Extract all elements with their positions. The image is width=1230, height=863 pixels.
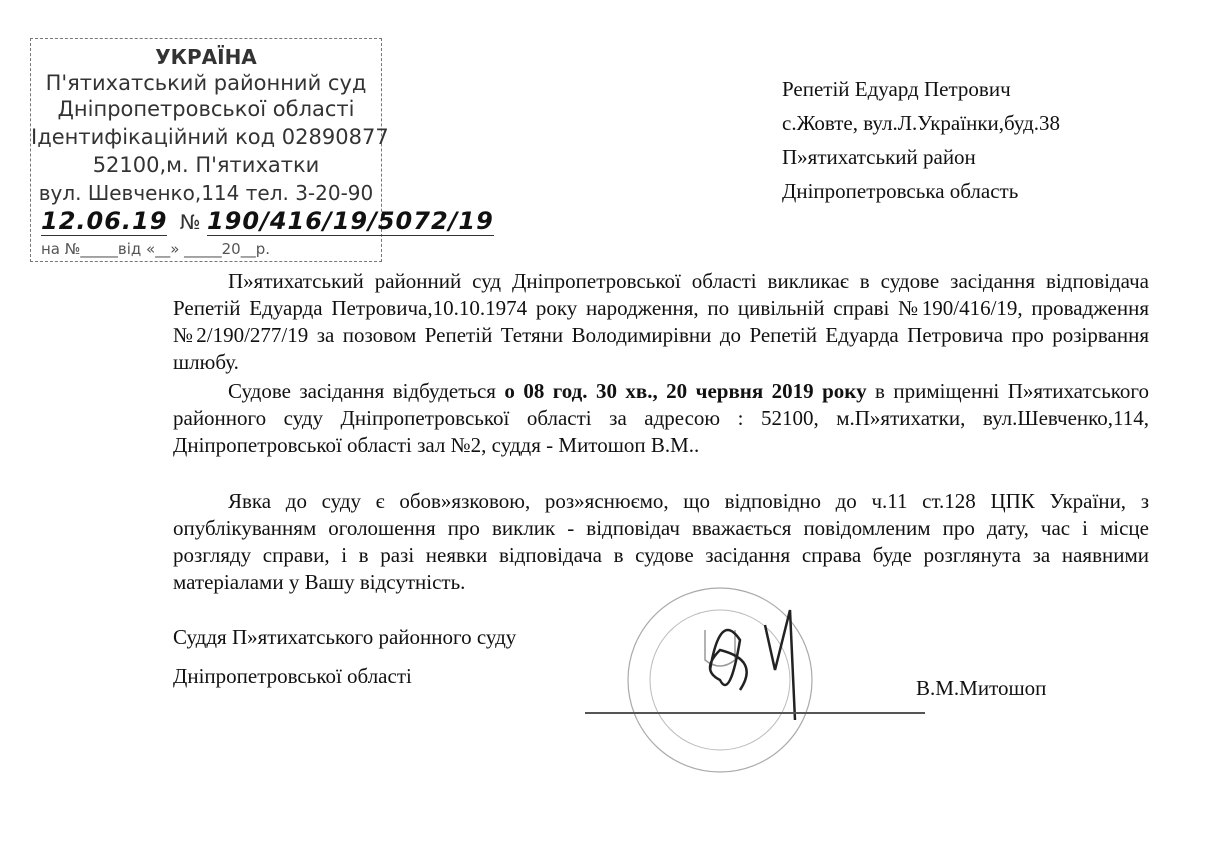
hearing-intro: Судове засідання відбудеться	[228, 379, 505, 403]
stamp-id-code: Ідентифікаційний код 02890877	[31, 125, 389, 149]
outgoing-date: 12.06.19	[41, 207, 168, 235]
body-paragraph-1: П»ятихатський районний суд Дніпропетровської області викликає в судове засідання відповідача Репетій Едуарда Петровича,10.10.1974 року народження, по цивільній справі №190/416/19, провадження №2/190/277/19 за позовом Репетій Тетяни Володимирівни до Репетій Едуарда Петровича про розірвання шлюбу.	[173, 269, 1149, 374]
addressee-street: с.Жовте, вул.Л.Українки,буд.38	[782, 111, 1061, 135]
addressee-name: Репетій Едуард Петрович	[782, 77, 1011, 101]
stamp-postal: 52100,м. П'ятихатки	[92, 153, 320, 177]
body-paragraph-2	[173, 378, 1149, 459]
stamp-reply-line: на №_____від «__» _____20__р.	[41, 240, 271, 258]
outgoing-number-label: №	[179, 210, 201, 234]
judge-name: В.М.Митошоп	[916, 676, 1047, 700]
judge-title-line-2: Дніпропетровської області	[173, 664, 412, 688]
signature-line	[585, 712, 925, 714]
outgoing-number: 190/416/19/5072/19	[206, 207, 494, 235]
court-stamp	[30, 38, 494, 262]
hearing-location: в приміщенні П»ятихатського районного суду Дніпропетровської області за адресою : 52100, м.П»ятихатки, вул.Шевченко,114, Дніпропетровської області зал №2, суддя - Митошоп В.М..	[173, 379, 1149, 457]
stamp-country: УКРАЇНА	[155, 45, 257, 69]
addressee-block	[782, 72, 1060, 208]
stamp-address: вул. Шевченко,114 тел. 3-20-90	[38, 181, 374, 205]
body-paragraph-3: Явка до суду є обов»язковою, роз»яснюємо, що відповідно до ч.11 ст.128 ЦПК України, з опублікуванням оголошення про виклик - відповідач вважається повідомленим про дату, час і місце розгляду справи, і в разі неявки відповідача в судове засідання справа буде розглянута за наявними матеріалами у Вашу відсутність.	[173, 489, 1149, 594]
stamp-region: Дніпропетровської області	[57, 97, 355, 121]
stamp-court: П'ятихатський районний суд	[45, 71, 367, 95]
judge-title-line-1: Суддя П»ятихатського районного суду	[173, 625, 517, 649]
addressee-region: Дніпропетровська область	[782, 179, 1019, 203]
addressee-district: П»ятихатський район	[782, 145, 976, 169]
round-seal-icon	[590, 585, 850, 785]
hearing-datetime: о 08 год. 30 хв., 20 червня 2019 року	[504, 379, 867, 403]
stamp-outgoing-line	[41, 209, 494, 234]
